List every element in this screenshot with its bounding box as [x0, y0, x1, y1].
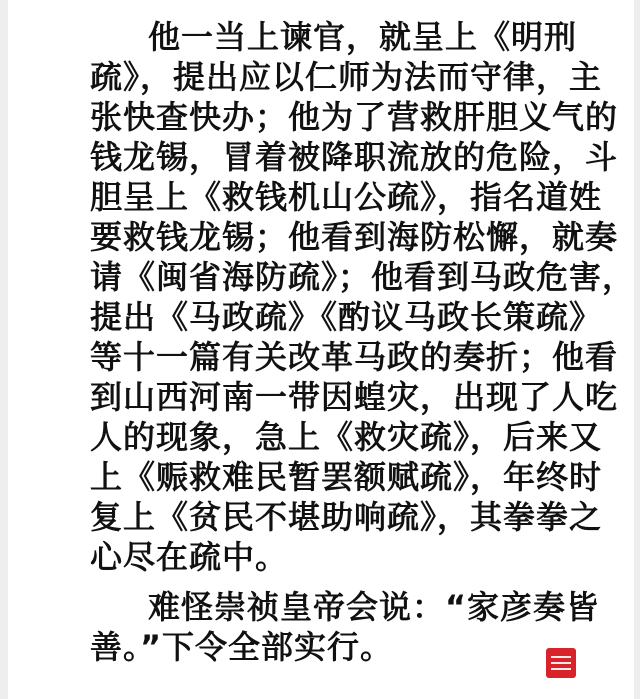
text-line: 难怪崇祯皇帝会说：“家彦奏皆 — [148, 588, 600, 626]
text-line: 钱龙锡，冒着被降职流放的危险，斗 — [90, 138, 619, 176]
text-line: 等十一篇有关改革马政的奏折；他看 — [90, 338, 619, 376]
red-seal-logo — [546, 648, 576, 678]
text-line: 善。”下令全部实行。 — [90, 628, 394, 666]
text-line: 他一当上谏官，就呈上《明刑 — [148, 18, 578, 56]
text-line: 提出《马政疏》《酌议马政长策疏》 — [90, 298, 603, 336]
text-line: 复上《贫民不堪助响疏》，其拳拳之 — [90, 498, 603, 536]
text-line: 人的现象，急上《救灾疏》，后来又 — [90, 418, 603, 456]
text-line: 要救钱龙锡；他看到海防松懈，就奏 — [90, 218, 619, 256]
text-line: 上《赈救难民暂罢额赋疏》，年终时 — [90, 458, 603, 496]
text-line: 疏》，提出应以仁师为法而守律，主 — [90, 58, 603, 96]
text-line: 胆呈上《救钱机山公疏》，指名道姓 — [90, 178, 603, 216]
text-line: 张快查快办；他为了营救肝胆义气的 — [90, 98, 619, 136]
text-line: 到山西河南一带因蝗灾，出现了人吃 — [90, 378, 619, 416]
text-line: 请《闽省海防疏》；他看到马政危害， — [90, 258, 636, 296]
text-line: 心尽在疏中。 — [90, 538, 289, 576]
